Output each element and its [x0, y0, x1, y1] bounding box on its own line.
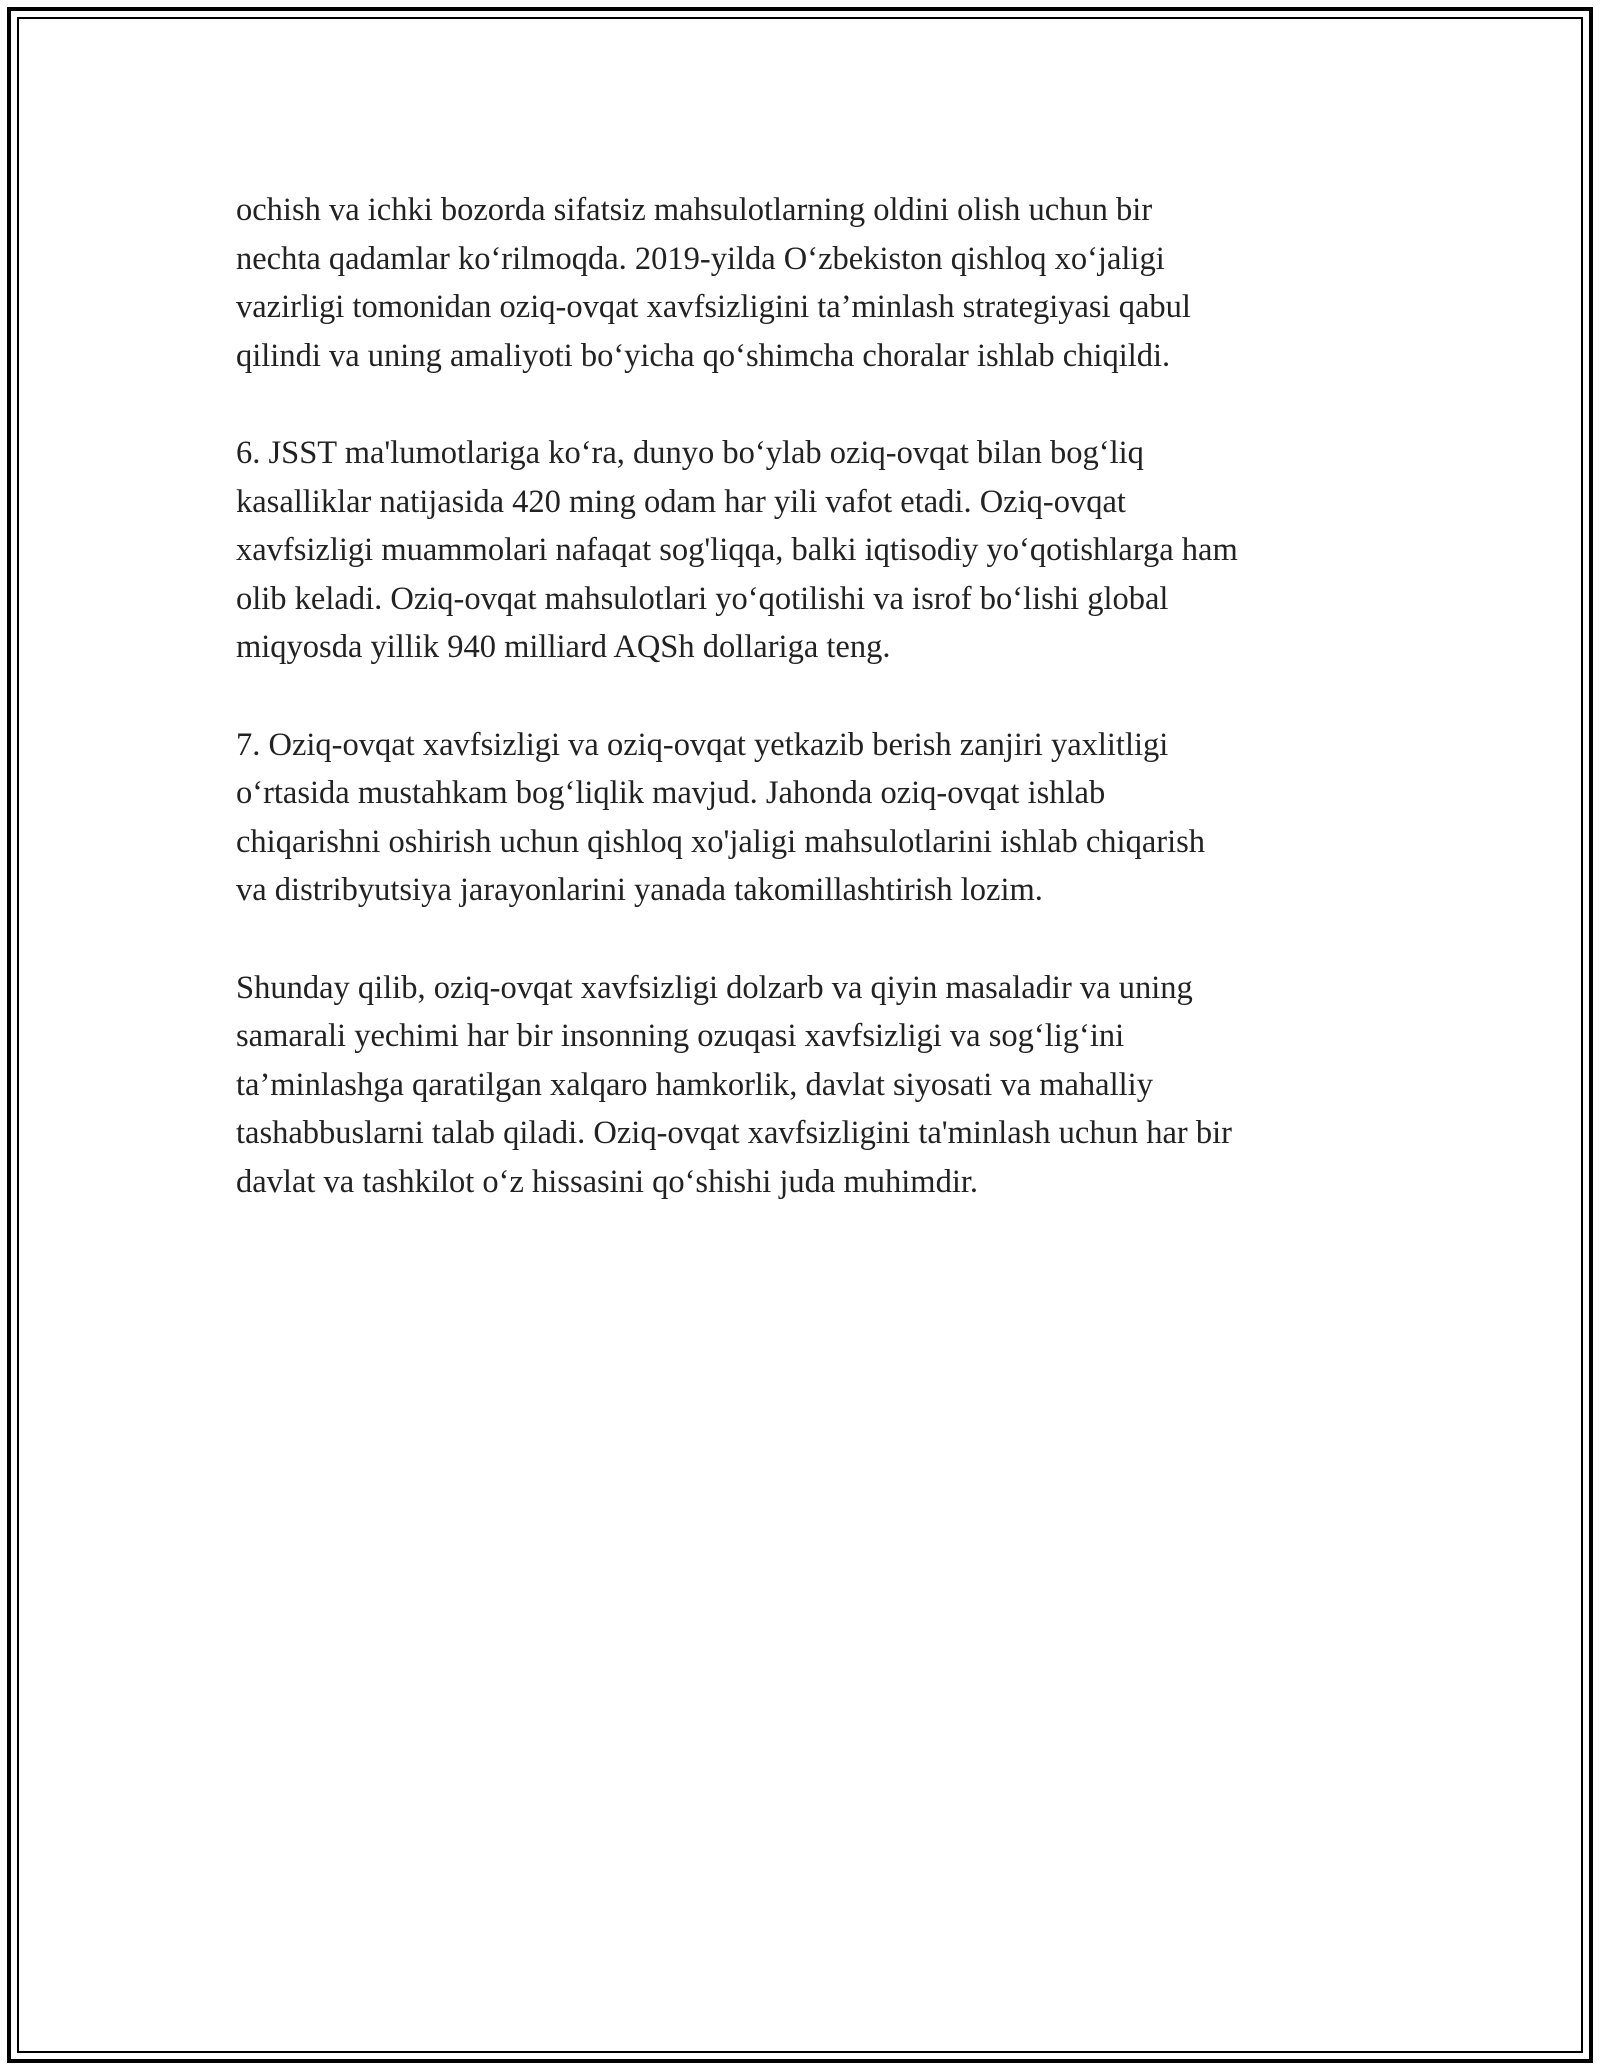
text-line: nechta qadamlar ko‘rilmoqda. 2019-yilda O‘zbekiston qishloq xo‘jaligi: [236, 240, 1165, 277]
text-line: va distribyutsiya jarayonlarini yanada takomillashtirish lozim.: [236, 872, 1043, 909]
document-body: [236, 186, 1386, 1206]
text-line: qilindi va uning amaliyoti bo‘yicha qo‘shimcha choralar ishlab chiqildi.: [236, 337, 1171, 374]
paragraph-point-6: [236, 429, 1386, 672]
text-line: miqyosda yillik 940 milliard AQSh dollariga teng.: [236, 629, 891, 666]
text-line: chiqarishni oshirish uchun qishloq xo'jaligi mahsulotlarini ishlab chiqarish: [236, 823, 1206, 860]
text-line: ochish va ichki bozorda sifatsiz mahsulotlarning oldini olish uchun bir: [236, 192, 1153, 228]
text-line: 7. Oziq-ovqat xavfsizligi va oziq-ovqat yetkazib berish zanjiri yaxlitligi: [236, 726, 1169, 763]
text-line: kasalliklar natijasida 420 ming odam har yili vafot etadi. Oziq-ovqat: [236, 483, 1126, 520]
text-line: o‘rtasida mustahkam bog‘liqlik mavjud. Jahonda oziq-ovqat ishlab: [236, 775, 1106, 812]
paragraph-conclusion: [236, 964, 1386, 1207]
text-line: Shunday qilib, oziq-ovqat xavfsizligi dolzarb va qiyin masaladir va uning: [236, 969, 1193, 1006]
text-line: ta’minlashga qaratilgan xalqaro hamkorlik, davlat siyosati va mahalliy: [236, 1066, 1153, 1103]
text-line: 6. JSST ma'lumotlariga ko‘ra, dunyo bo‘ylab oziq-ovqat bilan bog‘liq: [236, 434, 1144, 471]
text-line: xavfsizligi muammolari nafaqat sog'liqqa, balki iqtisodiy yo‘qotishlarga ham: [236, 532, 1238, 569]
text-line: olib keladi. Oziq-ovqat mahsulotlari yo‘qotilishi va isrof bo‘lishi global: [236, 580, 1169, 617]
text-line: samarali yechimi har bir insonning ozuqasi xavfsizligi va sog‘lig‘ini: [236, 1018, 1125, 1055]
text-line: tashabbuslarni talab qiladi. Oziq-ovqat xavfsizligini ta'minlash uchun har bir: [236, 1115, 1232, 1152]
paragraph-food-safety-strategy: [236, 186, 1386, 380]
text-line: davlat va tashkilot o‘z hissasini qo‘shishi juda muhimdir.: [236, 1163, 979, 1200]
text-line: vazirligi tomonidan oziq-ovqat xavfsizligini ta’minlash strategiyasi qabul: [236, 289, 1191, 326]
paragraph-point-7: [236, 721, 1386, 915]
